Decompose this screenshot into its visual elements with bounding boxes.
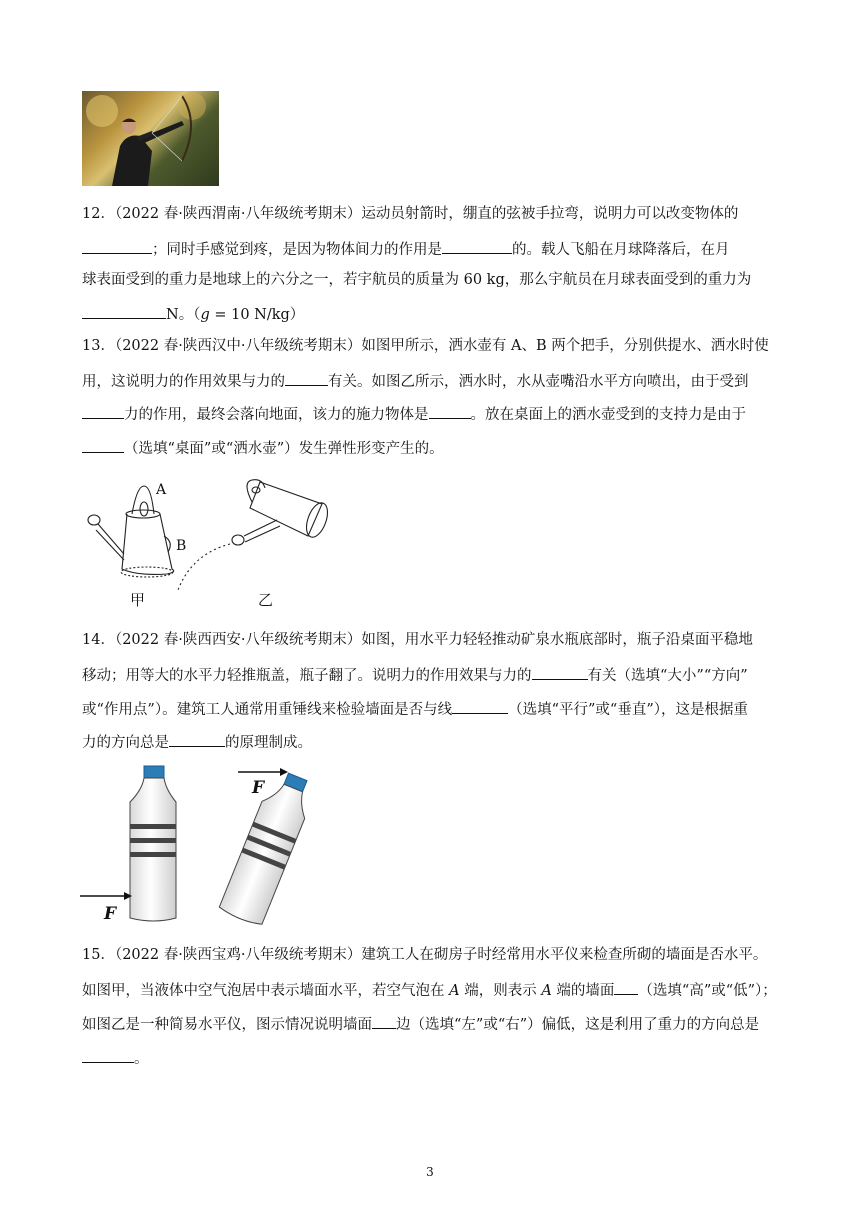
q13-line-1: 13．（2022 春·陕西汉中·八年级统考期末）如图甲所示，洒水壶有 A、B 两个把手，分别供提水、洒水时使 — [82, 338, 769, 354]
answer-blank[interactable] — [452, 698, 508, 714]
q12-line-1: 12．（2022 春·陕西渭南·八年级统考期末）运动员射箭时，绷直的弦被手拉弯，说明力可以改变物体的 — [82, 206, 739, 222]
archer-figure — [82, 91, 219, 186]
answer-blank[interactable] — [372, 1013, 396, 1029]
force-label-top: F — [252, 778, 265, 798]
answer-blank[interactable] — [82, 1047, 134, 1063]
q14-line-4: 力的方向总是 的原理制成。 — [82, 731, 312, 753]
bottle-figure — [80, 760, 340, 930]
q15-line-1: 15．（2022 春·陕西宝鸡·八年级统考期末）建筑工人在砌房子时经常用水平仪来检查所砌的墙面是否水平。 — [82, 947, 768, 963]
answer-blank[interactable] — [614, 979, 638, 995]
watering-can-drawing — [82, 474, 362, 614]
answer-blank[interactable] — [82, 238, 152, 254]
answer-blank[interactable] — [429, 403, 471, 419]
answer-blank[interactable] — [442, 238, 512, 254]
q12-line-4: N。（g = 10 N/kg） — [82, 303, 304, 325]
q15-line-2: 如图甲，当液体中空气泡居中表示墙面水平，若空气泡在 A 端，则表示 A 端的墙面 （选填“高”或“低”）； — [82, 979, 777, 1001]
figure-label-jia: 甲 — [130, 591, 146, 609]
answer-blank[interactable] — [82, 303, 166, 319]
figure-label-yi: 乙 — [258, 591, 274, 609]
q15-line-4: 。 — [82, 1047, 149, 1069]
q13-line-3: 力的作用，最终会落向地面，该力的施力物体是 。放在桌面上的洒水壶受到的支持力是由于 — [82, 403, 746, 425]
answer-blank[interactable] — [169, 731, 225, 747]
q12-line-2: ；同时手感觉到疼，是因为物体间力的作用是 的。载人飞船在月球降落后，在月 — [82, 238, 730, 260]
force-label-bottom: F — [104, 904, 117, 924]
bottle-drawing — [80, 760, 340, 930]
answer-blank[interactable] — [285, 370, 328, 386]
answer-blank[interactable] — [82, 403, 124, 419]
q14-line-2: 移动；用等大的水平力轻推瓶盖，瓶子翻了。说明力的作用效果与力的 有关（选填“大小”“方向” — [82, 664, 748, 686]
figure-label-a: A — [156, 482, 167, 498]
figure-label-b: B — [176, 538, 187, 554]
watering-can-figure — [82, 474, 362, 614]
q14-line-3: 或“作用点”）。建筑工人通常用重锤线来检验墙面是否与线 （选填“平行”或“垂直”），这是根据重 — [82, 698, 748, 720]
q13-line-2: 用，这说明力的作用效果与力的 有关。如图乙所示，洒水时，水从壶嘴沿水平方向喷出，由于受到 — [82, 370, 749, 392]
archer-photo — [82, 91, 219, 186]
q14-line-1: 14．（2022 春·陕西西安·八年级统考期末）如图，用水平力轻轻推动矿泉水瓶底部时，瓶子沿桌面平稳地 — [82, 632, 753, 648]
q13-line-4: （选填“桌面”或“洒水壶”）发生弹性形变产生的。 — [82, 437, 444, 459]
q15-line-3: 如图乙是一种简易水平仪，图示情况说明墙面 边（选填“左”或“右”）偏低，这是利用了重力的方向总是 — [82, 1013, 759, 1035]
page-number: 3 — [426, 1165, 434, 1179]
q12-line-3: 球表面受到的重力是地球上的六分之一，若宇航员的质量为 60 kg，那么宇航员在月球表面受到的重力为 — [82, 272, 752, 288]
answer-blank[interactable] — [82, 437, 124, 453]
answer-blank[interactable] — [532, 664, 588, 680]
